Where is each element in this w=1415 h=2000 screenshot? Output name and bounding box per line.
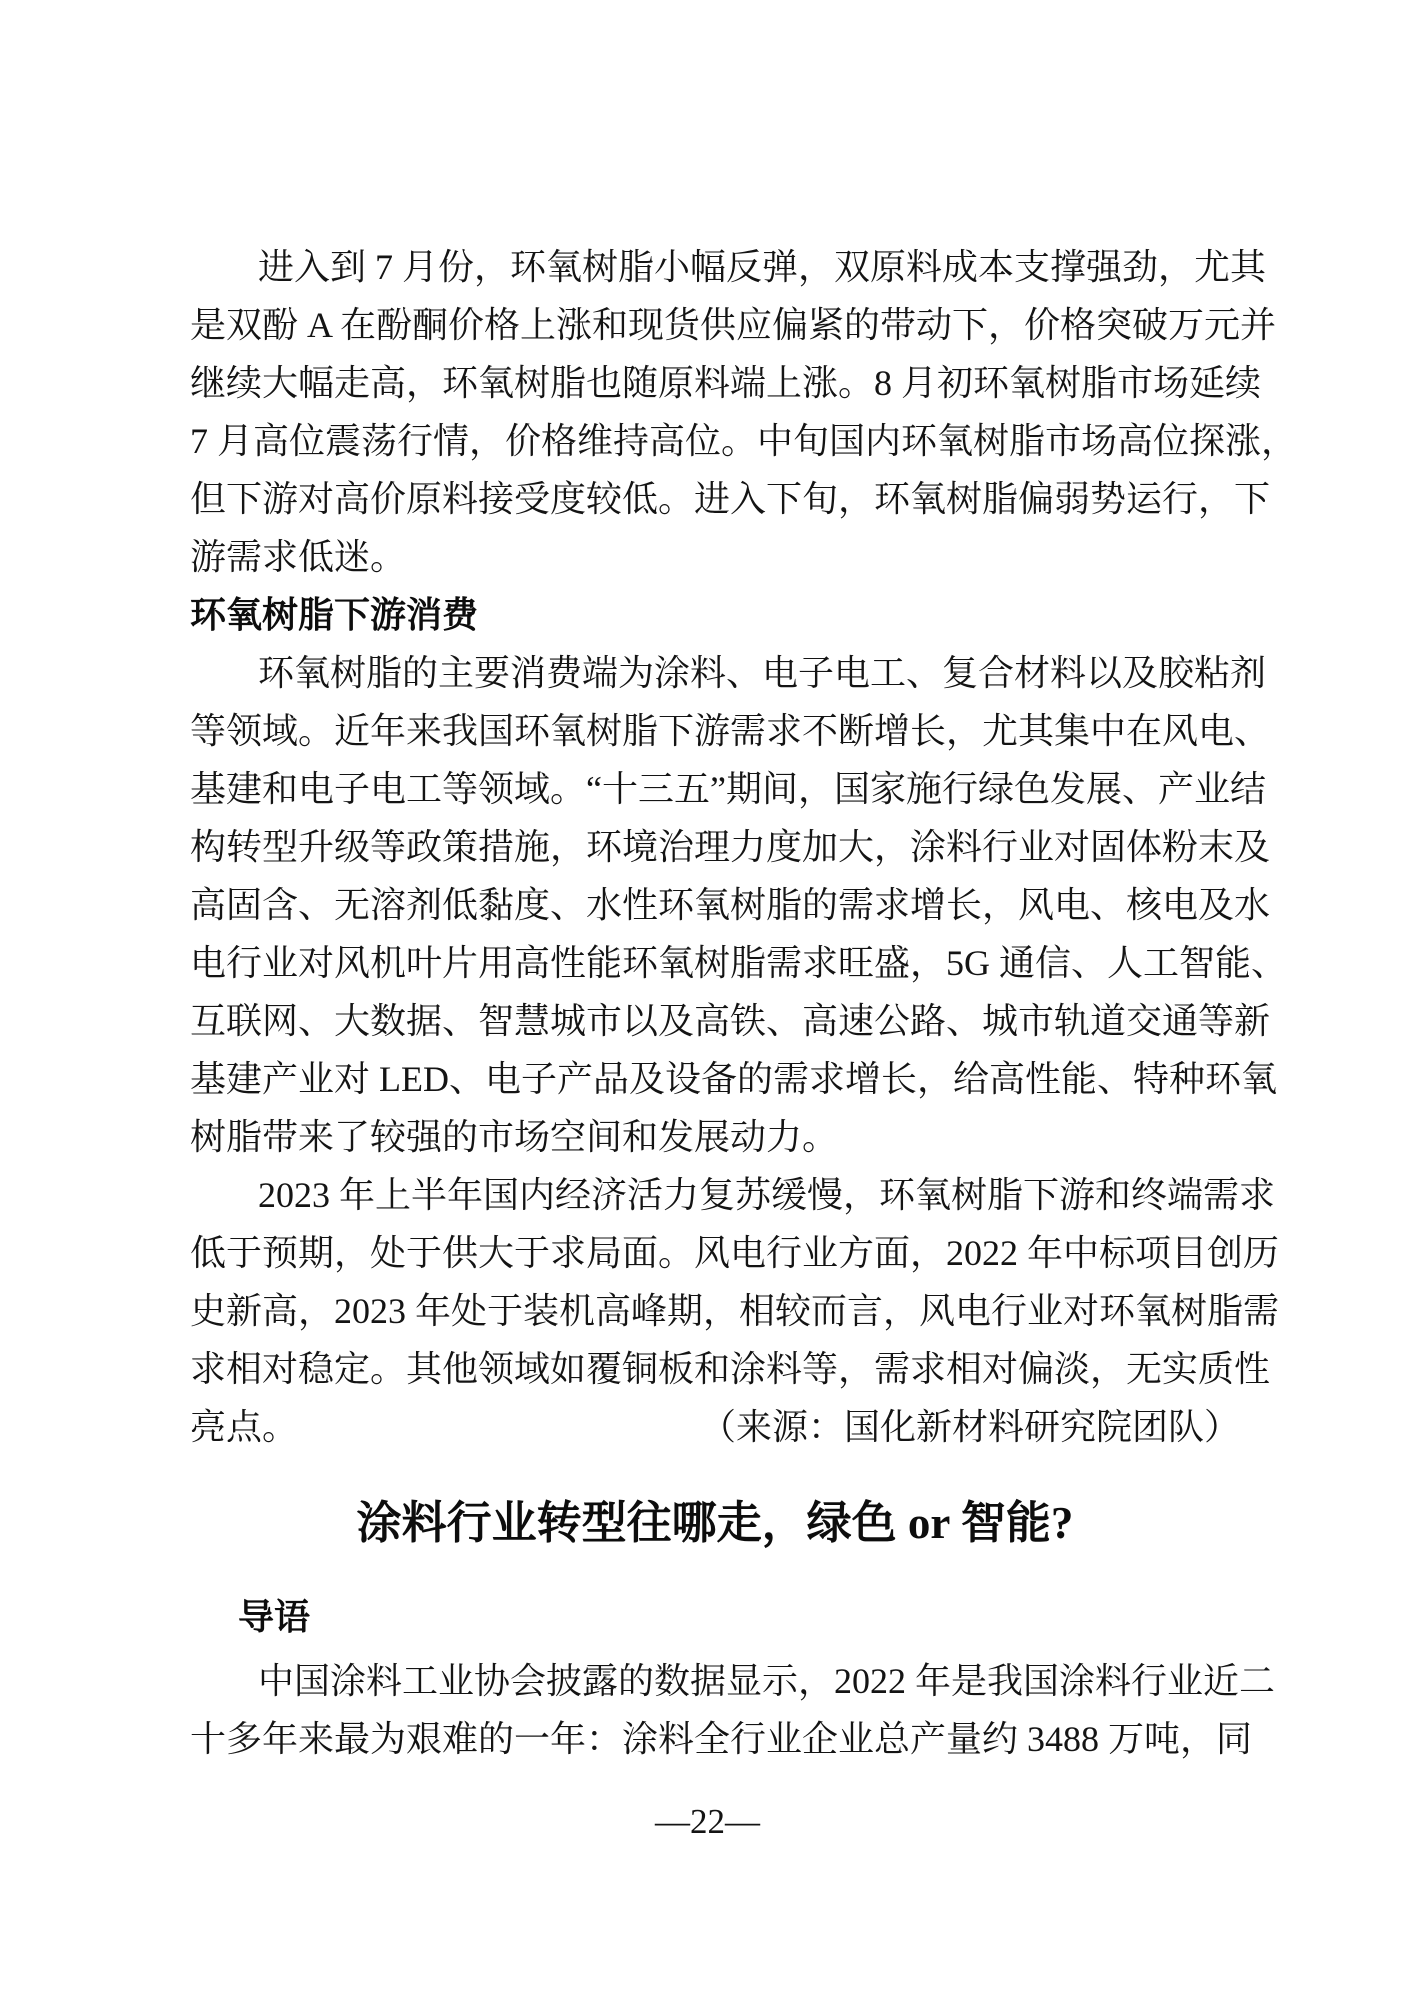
page-content	[190, 238, 1298, 1768]
text-line: 但下游对高价原料接受度较低。进入下旬，环氧树脂偏弱势运行，下	[190, 479, 1271, 519]
coatings-article-title: 涂料行业转型往哪走，绿色 or 智能?	[356, 1498, 1074, 1548]
epoxy-market-paragraph	[190, 238, 1298, 586]
text-line: 等领域。近年来我国环氧树脂下游需求不断增长，尤其集中在风电、	[190, 711, 1271, 751]
text-line: 求相对稳定。其他领域如覆铜板和涂料等，需求相对偏淡，无实质性	[190, 1349, 1271, 1389]
closing-text: 亮点。	[190, 1407, 299, 1447]
text-line: 是双酚 A 在酚酮价格上涨和现货供应偏紧的带动下，价格突破万元并	[190, 305, 1277, 345]
text-line: 十多年来最为艰难的一年：涂料全行业企业总产量约 3488 万吨，同	[190, 1719, 1253, 1759]
text-line: 互联网、大数据、智慧城市以及高铁、高速公路、城市轨道交通等新	[190, 1001, 1271, 1041]
text-line: 2023 年上半年国内经济活力复苏缓慢，环氧树脂下游和终端需求	[258, 1175, 1276, 1215]
text-line: 基建产业对 LED、电子产品及设备的需求增长，给高性能、特种环氧	[190, 1059, 1277, 1099]
text-line: 低于预期，处于供大于求局面。风电行业方面，2022 年中标项目创历	[190, 1233, 1280, 1273]
coatings-intro-paragraph	[190, 1652, 1276, 1768]
text-line: 7 月高位震荡行情，价格维持高位。中旬国内环氧树脂市场高位探涨，	[190, 421, 1298, 461]
intro-heading: 导语	[238, 1597, 311, 1637]
text-line: 史新高，2023 年处于装机高峰期，相较而言，风电行业对环氧树脂需	[190, 1291, 1280, 1331]
text-line: 环氧树脂的主要消费端为涂料、电子电工、复合材料以及胶粘剂	[258, 653, 1267, 693]
text-line: 高固含、无溶剂低黏度、水性环氧树脂的需求增长，风电、核电及水	[190, 885, 1271, 925]
text-line: 进入到 7 月份，环氧树脂小幅反弹，双原料成本支撑强劲，尤其	[258, 247, 1267, 287]
epoxy-downstream-heading: 环氧树脂下游消费	[190, 595, 479, 635]
page-number: —22—	[655, 1802, 760, 1841]
text-line: 中国涂料工业协会披露的数据显示，2022 年是我国涂料行业近二	[258, 1661, 1276, 1701]
paragraph-closing-line	[190, 1398, 1240, 1456]
text-line: 构转型升级等政策措施，环境治理力度加大，涂料行业对固体粉末及	[190, 827, 1271, 867]
text-line: 继续大幅走高，环氧树脂也随原料端上涨。8 月初环氧树脂市场延续	[190, 363, 1262, 403]
epoxy-downstream-paragraph	[190, 644, 1287, 1166]
text-line: 游需求低迷。	[190, 537, 407, 577]
epoxy-demand-paragraph	[190, 1166, 1280, 1398]
text-line: 树脂带来了较强的市场空间和发展动力。	[190, 1117, 839, 1157]
text-line: 电行业对风机叶片用高性能环氧树脂需求旺盛，5G 通信、人工智能、	[190, 943, 1287, 983]
source-attribution: （来源：国化新材料研究院团队）	[699, 1407, 1240, 1447]
text-line: 基建和电子电工等领域。“十三五”期间，国家施行绿色发展、产业结	[190, 769, 1266, 809]
